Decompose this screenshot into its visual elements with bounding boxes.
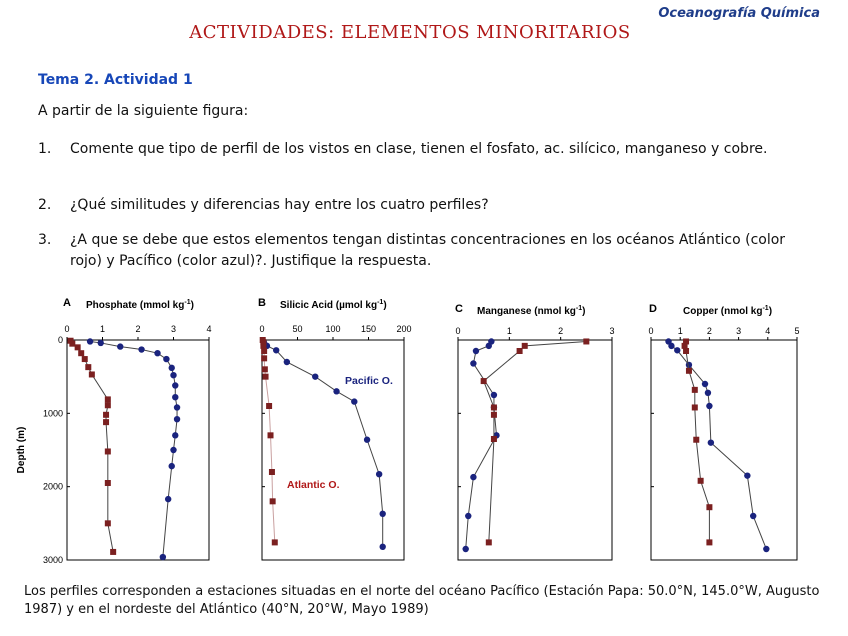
data-point [683,348,689,354]
data-point [763,546,769,552]
data-point [380,511,386,517]
data-point [674,347,680,353]
data-point [486,539,492,545]
data-point [380,544,386,550]
data-point [170,447,176,453]
panel-letter: B [258,297,266,309]
panel-title: Copper (nmol $kg^{-1}$) [683,305,773,317]
x-tick-label: 1 [99,324,106,334]
data-point [693,437,699,443]
course-name: Oceanografía Química [658,6,820,21]
y-axis-label: Depth (m) [16,426,27,474]
x-tick-label: 0 [455,326,461,336]
y-tick-label: 3000 [42,555,63,565]
data-point [165,496,171,502]
data-point [583,338,589,344]
data-point [473,348,479,354]
panel-letter: A [63,297,71,309]
data-point [75,344,81,350]
data-point [486,343,492,349]
data-point [702,381,708,387]
data-point [706,539,712,545]
data-point [491,404,497,410]
data-point [470,360,476,366]
x-tick-label: 0 [259,324,265,334]
data-point [706,504,712,510]
data-point [89,371,95,377]
data-point [105,520,111,526]
data-point [117,343,123,349]
data-point [744,472,750,478]
question-number: 2. [38,197,52,213]
data-point [103,412,109,418]
data-point [174,404,180,410]
data-point [260,343,266,349]
x-tick-label: 2 [558,326,564,336]
data-point [105,480,111,486]
activity-subtitle: Tema 2. Actividad 1 [38,72,193,88]
data-point [82,356,88,362]
data-point [105,402,111,408]
data-point [686,368,692,374]
data-point [465,513,471,519]
data-point [284,359,290,365]
panel-letter: D [649,303,657,315]
question-3 [38,230,808,272]
x-tick-label: 2 [706,326,712,336]
data-point [481,378,487,384]
data-point [491,436,497,442]
y-tick-label: 0 [57,335,63,345]
data-point [750,513,756,519]
data-point [268,432,274,438]
page-title: ACTIVIDADES: ELEMENTOS MINORITARIOS [189,22,631,43]
series-line [263,341,382,546]
data-point [262,366,268,372]
annotation-pacific: Pacific O. [345,375,393,387]
data-point [312,373,318,379]
x-tick-label: 1 [677,326,683,336]
x-tick-label: 3 [609,326,615,336]
panel-letter: C [455,303,463,315]
panel-title: Phosphate (mmol $kg^{-1}$) [86,299,194,311]
data-point [522,343,528,349]
data-point [154,350,160,356]
data-point [692,387,698,393]
data-point [682,343,688,349]
question-text: ¿A que se debe que estos elementos tengan distintas concentraciones en los océanos Atlántico (color rojo) y Pacífico (color azul)?. Justifique la respuesta. [70,232,786,269]
data-point [105,448,111,454]
x-tick-label: 5 [794,326,800,336]
data-point [263,374,269,380]
data-point [138,346,144,352]
data-point [78,350,84,356]
data-point [686,362,692,368]
data-point [261,348,267,354]
data-point [272,539,278,545]
data-point [463,546,469,552]
y-tick-label: 2000 [42,481,63,492]
data-point [169,463,175,469]
data-point [706,403,712,409]
plot-frame [458,340,612,560]
data-point [269,469,275,475]
data-point [270,498,276,504]
data-point [705,390,711,396]
x-tick-label: 2 [135,324,141,334]
series-line [90,341,177,557]
x-tick-label: 50 [292,324,303,334]
x-tick-label: 0 [648,326,654,336]
data-point [87,338,93,344]
question-number: 3. [38,232,52,248]
x-tick-label: 100 [325,324,341,334]
question-1 [38,139,808,160]
data-point [708,439,714,445]
data-point [169,365,175,371]
annotation-atlantic: Atlantic O. [287,479,340,491]
x-tick-label: 4 [765,326,771,336]
data-point [692,404,698,410]
data-point [98,340,104,346]
panel-title: Silicic Acid (µmol $kg^{-1}$) [280,299,387,311]
data-point [85,364,91,370]
panel-title: Manganese (nmol $kg^{-1}$) [477,305,586,317]
data-point [160,554,166,560]
data-point [333,388,339,394]
data-point [470,474,476,480]
plot-frame [67,340,209,560]
data-point [172,394,178,400]
figure-caption: Los perfiles corresponden a estaciones situadas en el norte del océano Pacífico (Estación Papa: 50.0°N, 145.0°W, Augusto 1987) y en el nordeste del Atlántico (40°N, 20°W, Mayo 1989) [24,584,820,617]
question-2 [38,195,808,216]
y-tick-label: 1000 [42,408,63,419]
data-point [698,478,704,484]
data-point [261,355,267,361]
x-tick-label: 3 [170,324,177,334]
x-tick-label: 1 [506,326,512,336]
x-tick-label: 4 [206,324,212,334]
data-point [172,382,178,388]
question-text: ¿Qué similitudes y diferencias hay entre los cuatro perfiles? [70,197,489,213]
question-number: 1. [38,141,52,157]
x-tick-label: 150 [360,324,377,334]
data-point [364,437,370,443]
intro-text: A partir de la siguiente figura: [38,103,249,119]
profiles-figure [0,292,848,582]
data-point [668,343,674,349]
data-point [266,403,272,409]
data-point [491,392,497,398]
data-point [351,398,357,404]
series-line [484,341,587,542]
data-point [174,416,180,422]
data-point [172,432,178,438]
data-point [105,396,111,402]
plot-frame [651,340,797,560]
x-tick-label: 200 [396,324,412,334]
data-point [170,372,176,378]
data-point [491,412,497,418]
data-point [110,549,116,555]
data-point [69,341,75,347]
data-point [273,347,279,353]
data-point [163,356,169,362]
question-text: Comente que tipo de perfil de los vistos en clase, tienen el fosfato, ac. silícico, manganeso y cobre. [70,141,768,157]
data-point [517,348,523,354]
x-tick-label: 0 [64,324,70,334]
data-point [376,471,382,477]
x-tick-label: 3 [736,326,742,336]
data-point [103,419,109,425]
